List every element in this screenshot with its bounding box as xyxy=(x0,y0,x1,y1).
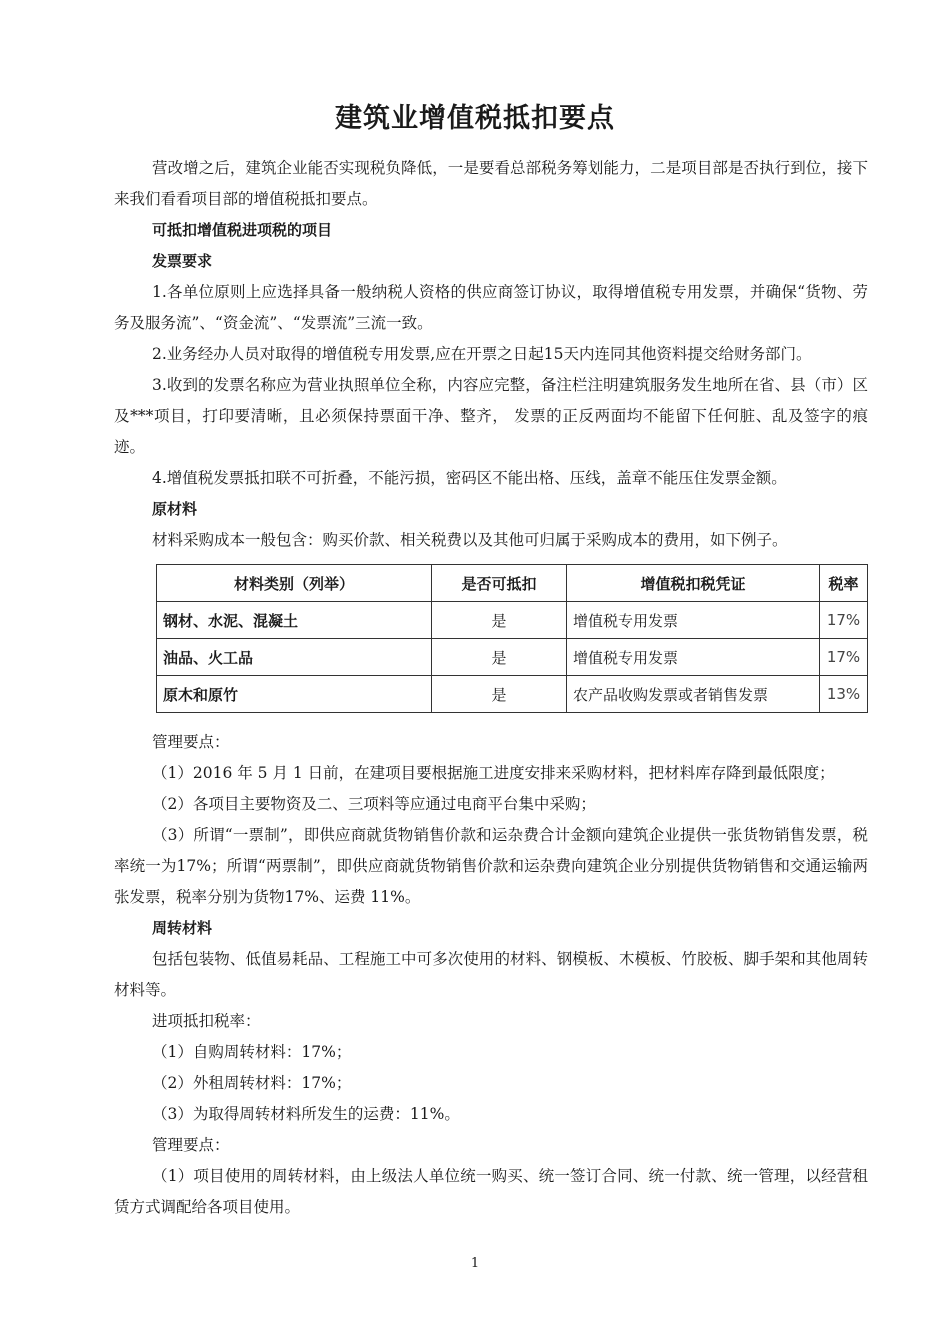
turnover-intro: 包括包装物、低值易耗品、工程施工中可多次使用的材料、钢模板、木模板、竹胶板、脚手架和其他周转材料等。 xyxy=(114,950,868,999)
section-heading-raw: 原材料 xyxy=(152,500,198,518)
cell-category: 油品、火工品 xyxy=(157,639,432,676)
invoice-item: 1.各单位原则上应选择具备一般纳税人资格的供应商签订协议，取得增值税专用发票，并确保“货物、劳务及服务流”、“资金流”、“发票流”三流一致。 xyxy=(114,283,868,332)
management-label: 管理要点： xyxy=(152,733,230,751)
management-point: （2）各项目主要物资及二、三项料等应通过电商平台集中采购； xyxy=(152,795,596,813)
header-voucher: 增值税扣税凭证 xyxy=(567,565,820,602)
rate-item: （3）为取得周转材料所发生的运费：11%。 xyxy=(152,1105,460,1123)
cell-category: 原木和原竹 xyxy=(157,676,432,713)
document-body xyxy=(114,153,868,1223)
rate-label: 进项抵扣税率： xyxy=(152,1012,261,1030)
management-point: （1）2016 年 5 月 1 日前，在建项目要根据施工进度安排来采购材料，把材料库存降到最低限度； xyxy=(152,764,835,782)
section-heading-invoice: 发票要求 xyxy=(152,252,213,270)
table-row xyxy=(157,639,868,676)
header-rate: 税率 xyxy=(820,565,868,602)
header-category: 材料类别（列举） xyxy=(157,565,432,602)
cell-deductible: 是 xyxy=(432,602,567,639)
materials-table xyxy=(156,564,868,713)
cell-category: 钢材、水泥、混凝土 xyxy=(157,602,432,639)
section-heading-deductible: 可抵扣增值税进项税的项目 xyxy=(152,221,333,239)
section-heading-turnover: 周转材料 xyxy=(152,919,213,937)
management-point: （3）所谓“一票制”，即供应商就货物销售价款和运杂费合计金额向建筑企业提供一张货物销售发票，税率统一为17%；所谓“两票制”，即供应商就货物销售价款和运杂费向建筑企业分别提供货物销售和交通运输两张发票，税率分别为货物17%、运费 11%。 xyxy=(114,826,868,906)
cell-voucher: 增值税专用发票 xyxy=(567,602,820,639)
header-deductible: 是否可抵扣 xyxy=(432,565,567,602)
invoice-item: 2.业务经办人员对取得的增值税专用发票,应在开票之日起15天内连同其他资料提交给财务部门。 xyxy=(152,345,812,363)
document-title: 建筑业增值税抵扣要点 xyxy=(335,103,615,134)
raw-intro: 材料采购成本一般包含：购买价款、相关税费以及其他可归属于采购成本的费用，如下例子。 xyxy=(152,531,788,549)
rate-item: （1）自购周转材料：17%； xyxy=(152,1043,352,1061)
table-header-row xyxy=(157,565,868,602)
intro-paragraph: 营改增之后，建筑企业能否实现税负降低，一是要看总部税务筹划能力，二是项目部是否执行到位，接下来我们看看项目部的增值税抵扣要点。 xyxy=(114,159,868,208)
rate-item: （2）外租周转材料：17%； xyxy=(152,1074,352,1092)
invoice-item: 4.增值税发票抵扣联不可折叠，不能污损，密码区不能出格、压线，盖章不能压住发票金额。 xyxy=(152,469,787,487)
cell-voucher: 农产品收购发票或者销售发票 xyxy=(567,676,820,713)
management-label: 管理要点： xyxy=(152,1136,230,1154)
cell-rate: 17% xyxy=(820,602,868,639)
management-point: （1）项目使用的周转材料，由上级法人单位统一购买、统一签订合同、统一付款、统一管理，以经营租赁方式调配给各项目使用。 xyxy=(114,1167,868,1216)
cell-voucher: 增值税专用发票 xyxy=(567,639,820,676)
cell-deductible: 是 xyxy=(432,639,567,676)
invoice-item: 3.收到的发票名称应为营业执照单位全称，内容应完整，备注栏注明建筑服务发生地所在省、县（市）区及***项目，打印要清晰，且必须保持票面干净、整齐， 发票的正反两面均不能留下任何脏、乱及签字的痕迹。 xyxy=(114,376,868,456)
cell-deductible: 是 xyxy=(432,676,567,713)
table-row xyxy=(157,676,868,713)
table-row xyxy=(157,602,868,639)
cell-rate: 17% xyxy=(820,639,868,676)
page-number: 1 xyxy=(470,1256,480,1271)
cell-rate: 13% xyxy=(820,676,868,713)
